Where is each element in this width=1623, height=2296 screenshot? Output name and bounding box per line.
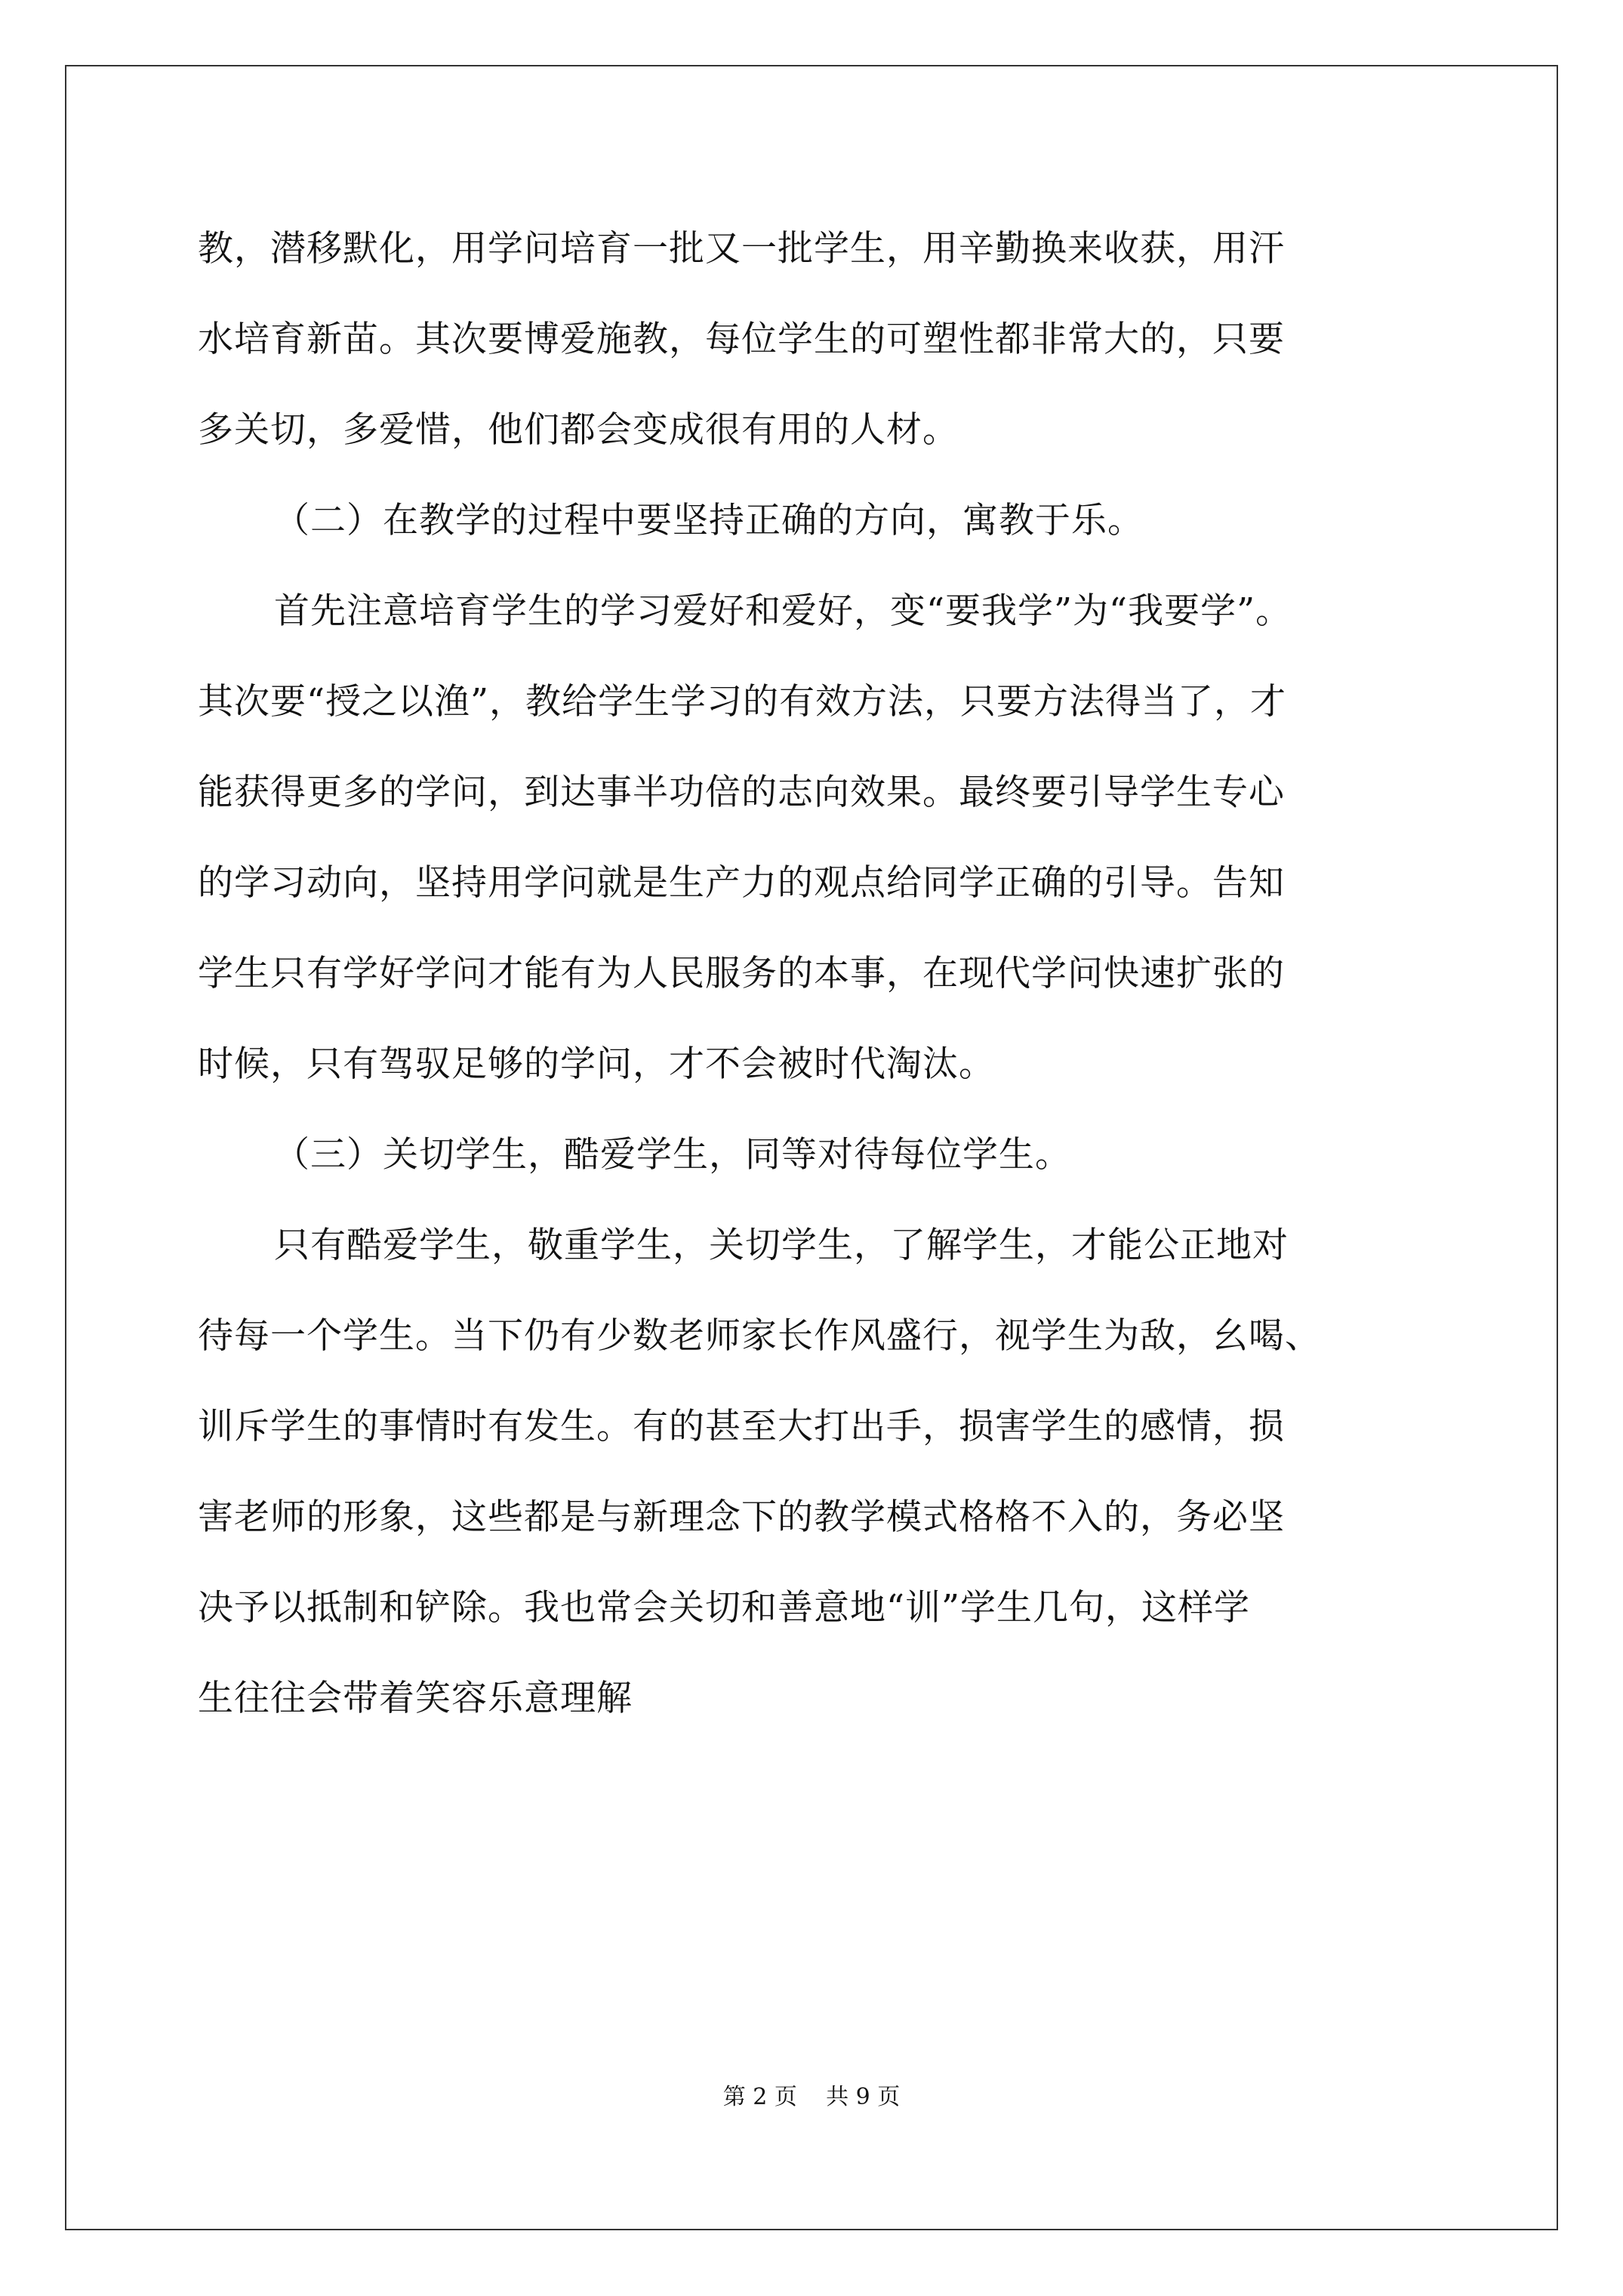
- paragraph-line: 能获得更多的学问，到达事半功倍的志向效果。最终要引导学生专心: [198, 772, 1285, 813]
- paragraph-line: 首先注意培育学生的学习爱好和爱好，变“要我学”为“我要学”。: [274, 590, 1292, 632]
- paragraph-line: 教，潜移默化，用学问培育一批又一批学生，用辛勤换来收获，用汗: [198, 228, 1285, 270]
- paragraph-line: 其次要“授之以渔”，教给学生学习的有效方法，只要方法得当了，才: [198, 681, 1287, 723]
- paragraph-line: 训斥学生的事情时有发生。有的甚至大打出手，损害学生的感情，损: [198, 1406, 1285, 1447]
- page-number-footer: 第 2 页 共 9 页: [722, 2084, 901, 2110]
- paragraph-line: 学生只有学好学问才能有为人民服务的本事，在现代学问快速扩张的: [198, 953, 1285, 994]
- paragraph-line: 水培育新苗。其次要博爱施教，每位学生的可塑性都非常大的，只要: [198, 319, 1285, 360]
- section-heading: （三）关切学生，酷爱学生，同等对待每位学生。: [274, 1134, 1071, 1176]
- paragraph-line: 时候，只有驾驭足够的学问，才不会被时代淘汰。: [198, 1043, 995, 1085]
- paragraph-line: 生往往会带着笑容乐意理解: [198, 1678, 633, 1719]
- paragraph-line: 只有酷爱学生，敬重学生，关切学生，了解学生，才能公正地对: [274, 1225, 1289, 1266]
- paragraph-line: 待每一个学生。当下仍有少数老师家长作风盛行，视学生为敌，幺喝、: [198, 1315, 1321, 1357]
- paragraph-line: 决予以抵制和铲除。我也常会关切和善意地“训”学生几句，这样学: [198, 1587, 1251, 1629]
- paragraph-line: 的学习动向，坚持用学问就是生产力的观点给同学正确的引导。告知: [198, 862, 1285, 904]
- paragraph-line: 多关切，多爱惜，他们都会变成很有用的人材。: [198, 409, 959, 451]
- paragraph-line: 害老师的形象，这些都是与新理念下的教学模式格格不入的，务必坚: [198, 1496, 1285, 1538]
- section-heading: （二）在教学的过程中要坚持正确的方向，寓教于乐。: [274, 500, 1144, 541]
